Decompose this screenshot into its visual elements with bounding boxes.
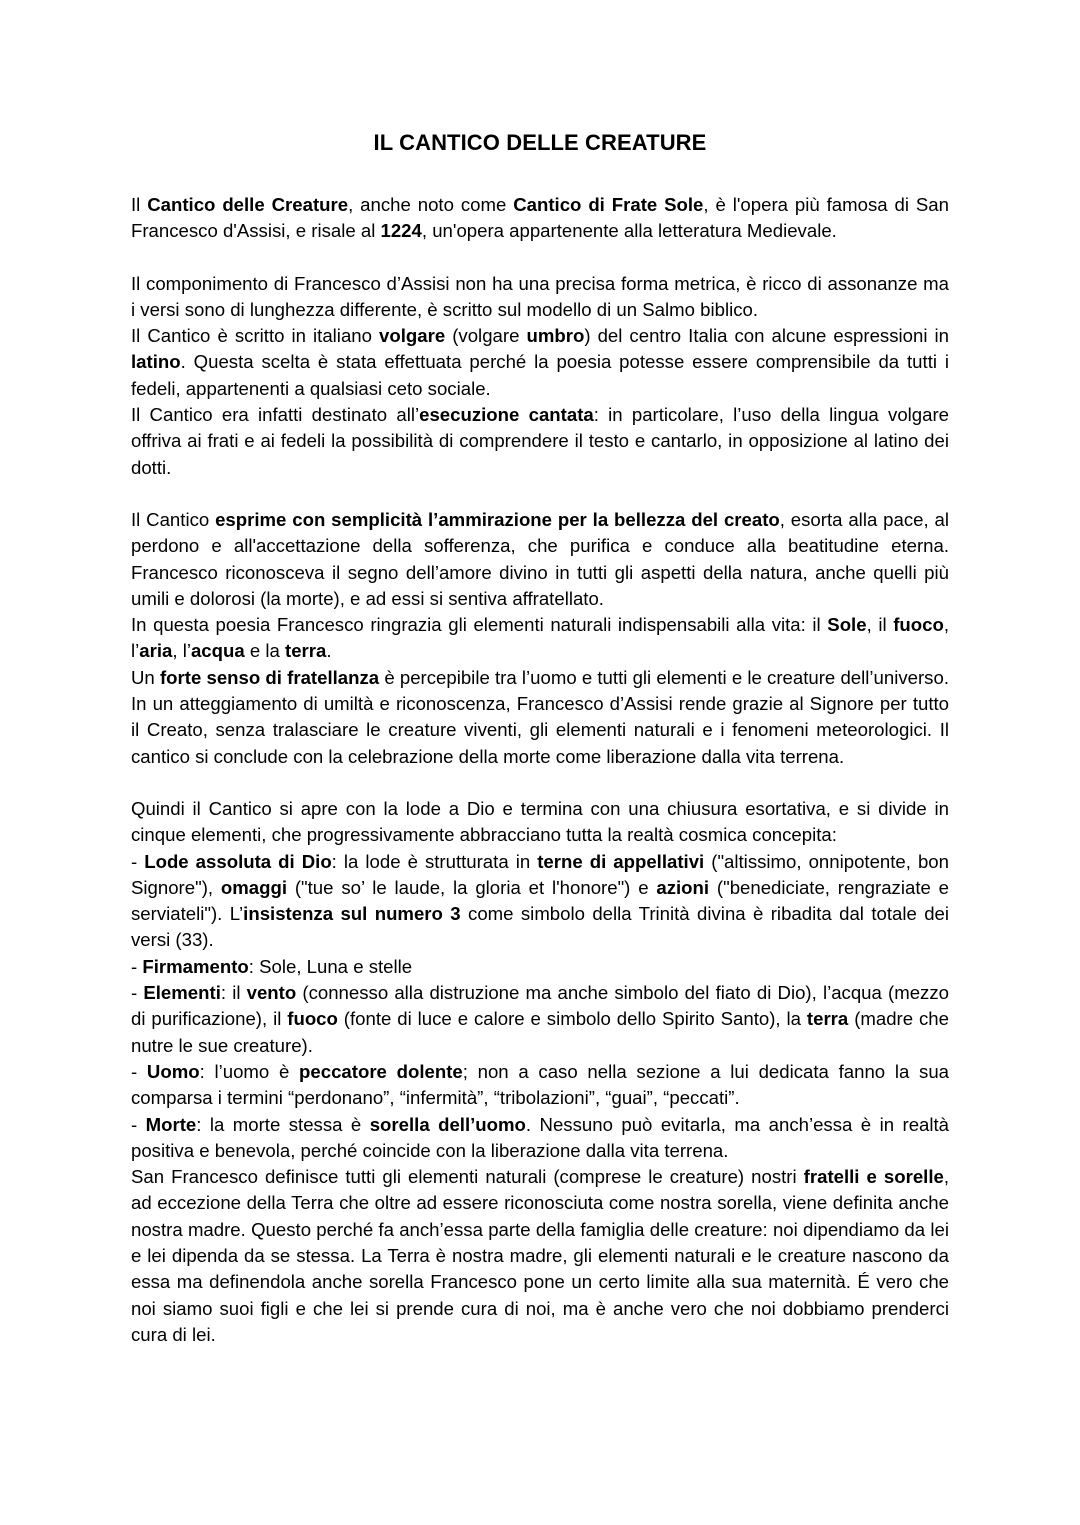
paragraph (131, 1164, 949, 1348)
bold-text: Elementi (143, 982, 221, 1004)
bold-text: esprime con semplicità l’ammirazione per la bellezza del creato (215, 508, 780, 530)
paragraph (131, 1112, 949, 1165)
text-run: Quindi il Cantico si apre con la lode a Dio e termina con una chiusura esortativa, e si divide in cinque elementi, che progressivamente abbracciano tutta la realtà cosmica concepita: (131, 797, 949, 846)
text-run: . Questa scelta è stata effettuata perché la poesia potesse essere comprensibile da tutti i fedeli, appartenenti a qualsiasi ceto sociale. (131, 351, 949, 399)
text-run: Il Cantico era infatti destinato all’ (131, 404, 420, 426)
bold-text: Lode assoluta di Dio (144, 850, 332, 872)
text-run: - (131, 850, 145, 872)
paragraph (131, 849, 949, 954)
bold-text: latino (131, 351, 181, 373)
bold-text: azioni (656, 876, 710, 898)
bold-text: insistenza sul numero 3 (243, 903, 461, 925)
text-run: - (131, 982, 144, 1004)
text-run: ("benediciate, rengraziate e serviateli"). L’ (131, 876, 949, 925)
bold-text: Morte (145, 1113, 197, 1135)
text-run: , un'opera appartenente alla letteratura Medievale. (421, 220, 837, 242)
bold-text: umbro (526, 325, 585, 347)
bold-text: Cantico di Frate Sole (513, 194, 704, 215)
bold-text: sorella dell’uomo (369, 1113, 526, 1135)
paragraph (131, 980, 949, 1059)
text-run: . Nessuno può evitarla, ma anch’essa è in realtà positiva e benevola, perché coincide con la liberazione dalla vita terrena. (131, 1113, 950, 1161)
text-run: come simbolo della Trinità divina è ribadita dal totale dei versi (33). (131, 903, 950, 951)
bold-text: peccatore dolente (299, 1060, 463, 1082)
bold-text: fuoco (893, 614, 944, 636)
text-run: : in particolare, l’uso della lingua volgare offriva ai frati e ai fedeli la possibilità di comprendere il testo e cantarlo, in opposizione al latino dei dotti. (131, 404, 950, 478)
text-run: , è l'opera più famosa di San Francesco d'Assisi, e risale al (131, 194, 949, 242)
paragraph (131, 954, 949, 980)
bold-text: forte senso di fratellanza (159, 666, 380, 688)
bold-text: terra (806, 1008, 849, 1030)
paragraph (131, 402, 949, 481)
text-run: ) del centro Italia con alcune espressioni in (584, 325, 949, 347)
document-body (131, 192, 949, 1348)
text-run: Il componimento di Francesco d’Assisi non ha una precisa forma metrica, è ricco di assonanze ma i versi sono di lunghezza differente, è scritto sul modello di un Salmo biblico. (131, 272, 949, 320)
text-run: Un (131, 666, 160, 688)
paragraph (131, 192, 949, 245)
text-run: In questa poesia Francesco ringrazia gli elementi naturali indispensabili alla vita: il (131, 614, 828, 636)
text-run: : la lode è strutturata in (331, 850, 538, 872)
text-run: , ad eccezione della Terra che oltre ad essere riconosciuta come nostra sorella, viene definita anche nostra madre. Questo perché fa anch’essa parte della famiglia delle creature: noi dipendiamo da lei e lei dipenda da se stessa. La Terra è nostra madre, gli elementi naturali e le creature nascono da essa ma definendola anche sorella Francesco pone un certo limite alla sua maternità. É vero che noi siamo suoi figli e che lei si prende cura di noi, ma è anche vero che noi dobbiamo prenderci cura di lei. (131, 1166, 950, 1345)
bold-text: vento (246, 982, 297, 1004)
text-run: . (326, 640, 332, 662)
bold-text: acqua (190, 640, 245, 662)
paragraph (131, 796, 949, 849)
bold-text: esecuzione cantata (419, 404, 594, 426)
text-run: - (131, 955, 143, 977)
bold-text: fratelli e sorelle (803, 1166, 944, 1188)
text-run: : Sole, Luna e stelle (248, 955, 413, 977)
paragraph (131, 612, 949, 665)
paragraph (131, 507, 949, 612)
paragraph (131, 1059, 949, 1112)
text-run: - (131, 1113, 146, 1135)
text-run: : l’uomo è (199, 1060, 300, 1082)
text-run: , esorta alla pace, al perdono e all'accettazione della sofferenza, che purifica e conduce alla beatitudine eterna. Francesco riconosceva il segno dell’amore divino in tutti gli aspetti della natura, anche quelli più umili e dolorosi (la morte), e ad essi si sentiva affratellato. (131, 508, 949, 609)
text-run: (madre che nutre le sue creature). (131, 1008, 949, 1056)
paragraph (131, 271, 949, 324)
text-run: ("altissimo, onnipotente, bon Signore"), (131, 850, 949, 898)
text-run: : il (220, 982, 247, 1004)
text-run: (volgare (445, 325, 527, 347)
text-run: , anche noto come (348, 194, 514, 215)
text-run: e la (244, 640, 286, 662)
bold-text: Cantico delle Creature (147, 194, 349, 215)
text-run: Il (131, 194, 148, 215)
text-run: (connesso alla distruzione ma anche simbolo del fiato di Dio), l’acqua (mezzo di purificazione), il (131, 982, 949, 1030)
bold-text: terra (285, 640, 327, 662)
text-run: San Francesco definisce tutti gli elementi naturali (comprese le creature) nostri (131, 1166, 804, 1188)
paragraph (131, 323, 949, 402)
document-title: IL CANTICO DELLE CREATURE (373, 130, 707, 155)
paragraph (131, 665, 949, 770)
bold-text: terne di appellativi (537, 850, 705, 872)
text-run: è percepibile tra l’uomo e tutti gli elementi e le creature dell’universo. In un atteggiamento di umiltà e riconoscenza, Francesco d’Assisi rende grazie al Signore per tutto il Creato, senza tralasciare le creature viventi, gli elementi naturali e i fenomeni meteorologici. Il cantico si conclude con la celebrazione della morte come liberazione dalla vita terrena. (131, 666, 949, 767)
bold-text: Sole (827, 614, 867, 636)
text-run: , l’ (172, 640, 191, 662)
text-run: , l’ (131, 614, 949, 662)
text-run: : la morte stessa è (196, 1113, 370, 1135)
bold-text: fuoco (287, 1008, 338, 1030)
text-run: , il (866, 614, 894, 636)
text-run: ("tue so’ le laude, la gloria et l'honore") e (287, 876, 657, 898)
bold-text: 1224 (380, 220, 422, 242)
bold-text: volgare (379, 325, 446, 347)
bold-text: Uomo (146, 1060, 200, 1082)
bold-text: omaggi (220, 876, 288, 898)
text-run: Il Cantico è scritto in italiano (131, 325, 380, 347)
bold-text: Firmamento (142, 955, 249, 977)
text-run: ; non a caso nella sezione a lui dedicata fanno la sua comparsa i termini “perdonano”, “infermità”, “tribolazioni”, “guai”, “peccati”. (131, 1060, 950, 1109)
bold-text: aria (139, 640, 173, 662)
text-run: (fonte di luce e calore e simbolo dello Spirito Santo), la (337, 1008, 807, 1030)
text-run: Il Cantico (131, 508, 216, 530)
text-run: - (131, 1060, 147, 1082)
document-page (131, 128, 949, 1348)
